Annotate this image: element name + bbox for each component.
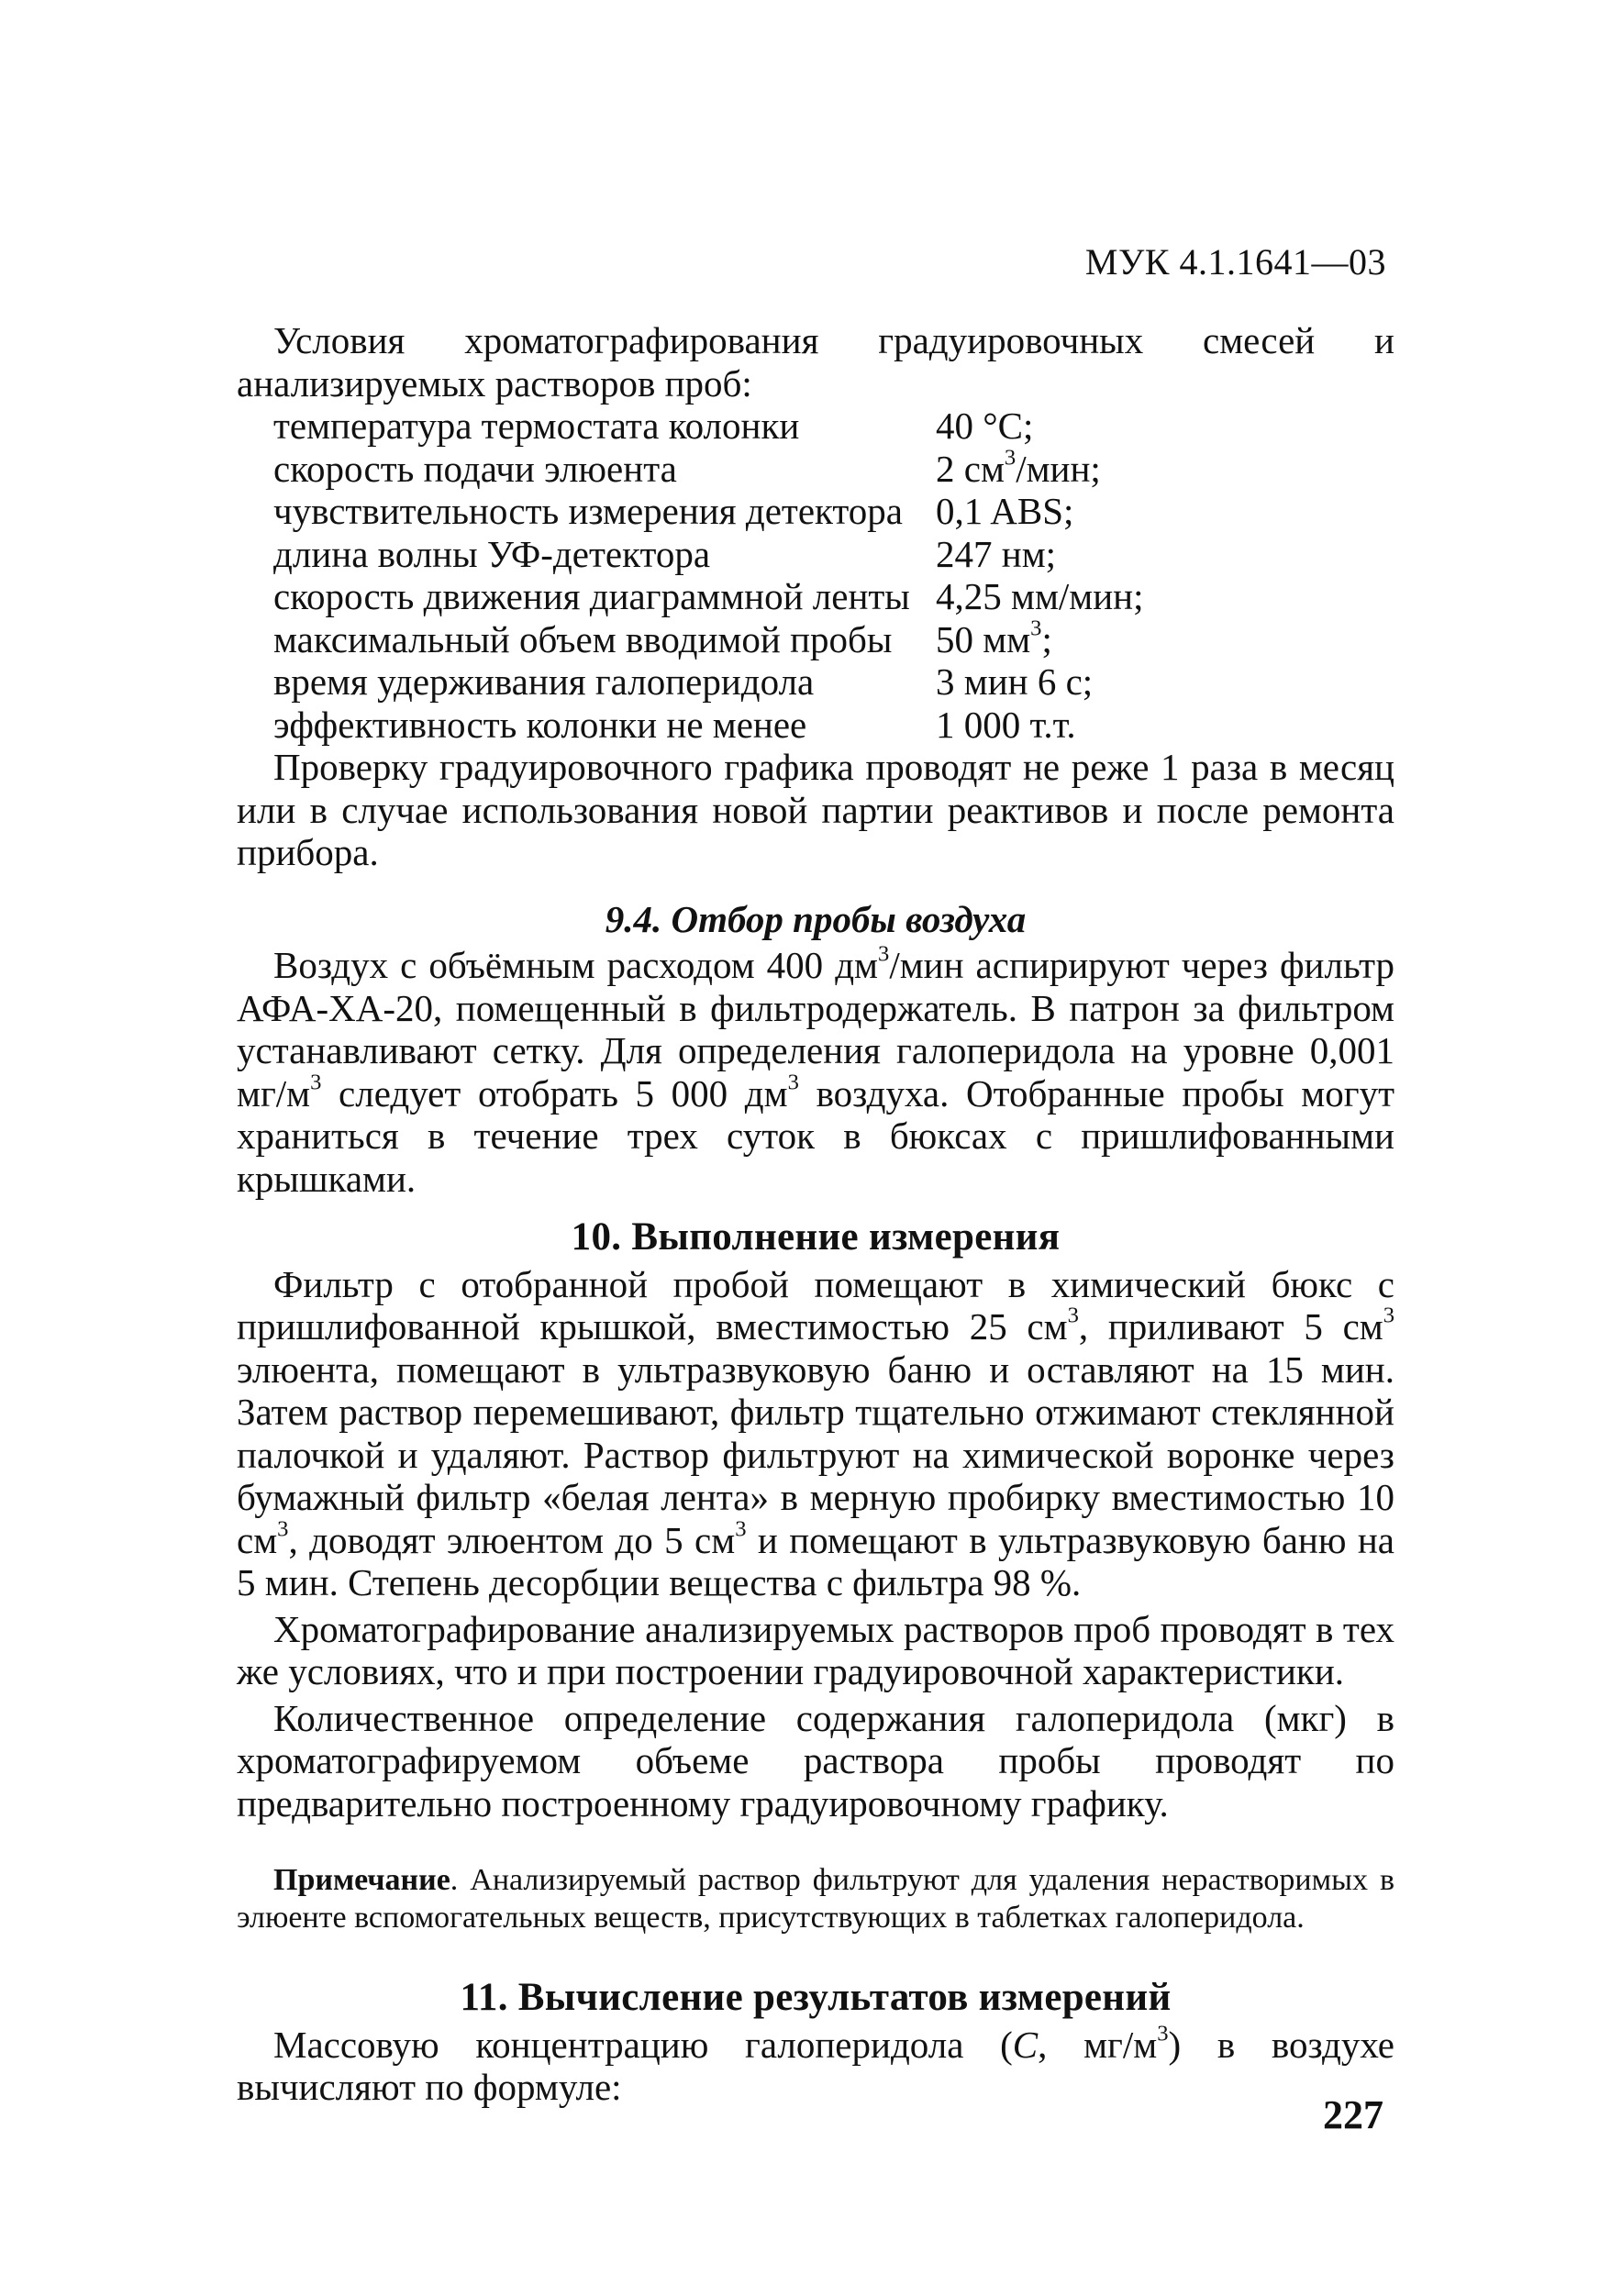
param-name: температура термостата колонки: [273, 405, 800, 447]
note-label: Примечание: [273, 1863, 450, 1897]
param-row: [273, 490, 1394, 533]
param-name: чувствительность измерения детектора: [273, 490, 903, 532]
param-row: [273, 445, 1394, 491]
param-row: [273, 704, 1394, 747]
param-value: 2 $см^3$/мин;: [936, 445, 1101, 490]
param-name: скорость подачи элюента: [273, 447, 677, 490]
parameters-list: [273, 405, 1394, 746]
param-name: максимальный объем вводимой пробы: [273, 617, 893, 660]
param-value: 0,1 ABS;: [936, 490, 1074, 532]
measurement-paragraph: Фильтр с отобранной пробой помещают в химический бюкс с пришлифованной крышкой, вместимостью 25 $см^3$, приливают 5 $см^3$ элюента, помещают в ультразвуковую баню и оставляют на 15 мин. Затем раствор перемешивают, фильтр тщательно отжимают стеклянной палочкой и удаляют. Раствор фильтруют на химической воронке через бумажный фильтр «белая лента» в мерную пробирку вместимостью 10 $см^3$, доводят элюентом до 5 $см^3$ и помещают в ультразвуковую баню на 5 мин. Степень десорбции вещества с фильтра 98 %.: [237, 1262, 1395, 1603]
param-value: 4,25 мм/мин;: [936, 575, 1144, 617]
param-value: 3 мин 6 с;: [936, 660, 1094, 703]
param-name: длина волны УФ-детектора: [273, 532, 711, 575]
param-name: эффективность колонки не менее: [273, 703, 807, 746]
subsection-title-9-4: 9.4. Отбор пробы воздуха: [605, 897, 1027, 940]
section-title-10: 10. Выполнение измерения: [571, 1215, 1061, 1259]
note-paragraph: Примечание. Анализируемый раствор фильтруют для удаления нерастворимых в элюенте вспомогательных веществ, присутствующих в таблетках галоперидола.: [237, 1863, 1394, 1935]
param-row: [273, 533, 1394, 576]
quantification-paragraph: Количественное определение содержания галоперидола (мкг) в хроматографируемом объеме раствора пробы проводят по предварительно построенному градуировочному графику.: [237, 1696, 1394, 1825]
param-value: 247 нм;: [936, 532, 1057, 575]
section-title-11: 11. Вычисление результатов измерений: [460, 1976, 1172, 2019]
page-number: 227: [1323, 2092, 1383, 2137]
chromatography-intro: Условия хроматографирования градуировочных смесей и анализируемых растворов проб:: [237, 319, 1394, 405]
air-sampling-paragraph: Воздух с объёмным расходом 400 $дм^3$/мин аспирируют через фильтр АФА-ХА-20, помещенный в фильтродержатель. В патрон за фильтром устанавливают сетку. Для определения галоперидола на уровне 0,001 $мг/м^3$ следует отобрать 5 000 $дм^3$ воздуха. Отобранные пробы могут храниться в течение трех суток в бюксах с пришлифованными крышками.: [237, 941, 1395, 1200]
calibration-check-paragraph: Проверку градуировочного графика проводят не реже 1 раза в месяц или в случае использования новой партии реактивов и после ремонта прибора.: [237, 746, 1394, 873]
param-value: 1 000 т.т.: [936, 703, 1076, 746]
param-name: скорость движения диаграммной ленты: [273, 575, 910, 617]
param-row: [273, 618, 1394, 661]
param-row: [273, 405, 1394, 448]
param-name: время удерживания галоперидола: [273, 660, 815, 703]
calculation-paragraph: Массовую концентрацию галоперидола (С, $мг/м^3$) в воздухе вычисляют по формуле:: [237, 2021, 1394, 2108]
page-content: [237, 319, 1394, 2109]
param-row: [273, 575, 1394, 618]
chromatography-paragraph: Хроматографирование анализируемых растворов проб проводят в тех же условиях, что и при построении градуировочной характеристики.: [237, 1607, 1394, 1692]
param-row: [273, 660, 1394, 704]
param-value: 50 $мм^3$;: [936, 616, 1052, 660]
param-value: 40 °С;: [936, 405, 1034, 447]
document-code: МУК 4.1.1641—03: [1084, 241, 1386, 283]
